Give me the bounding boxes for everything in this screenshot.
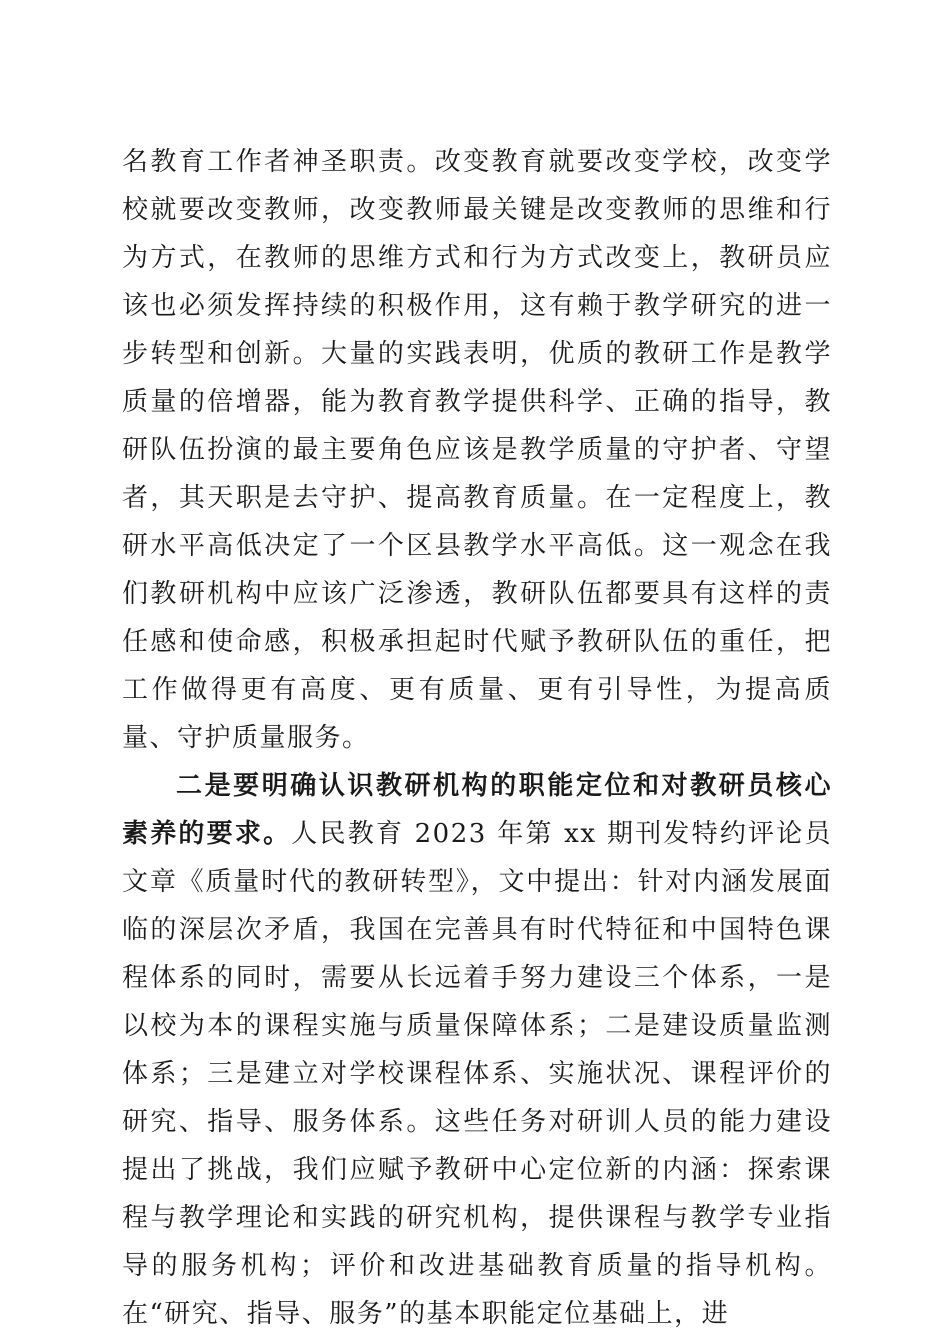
paragraph-heading-bold: 二是要明确认识教研机构的职能定位和对教研员核心素养的要求。 [122,771,832,849]
paragraph-continued: 名教育工作者神圣职责。改变教育就要改变学校，改变学校就要改变教师，改变教师最关键是改变教师的思维和行为方式，在教师的思维方式和行为方式改变上，教研员应该也必须发挥持续的积极作用，这有赖于教学研究的进一步转型和创新。大量的实践表明，优质的教研工作是教学质量的倍增器，能为教育教学提供科学、正确的指导，教研队伍扮演的最主要角色应该是教学质量的守护者、守望者，其天职是去守护、提高教育质量。在一定程度上，教研水平高低决定了一个区县教学水平高低。这一观念在我们教研机构中应该广泛渗透，教研队伍都要具有这样的责任感和使命感，积极承担起时代赋予教研队伍的重任，把工作做得更有高度、更有质量、更有引导性，为提高质量、守护质量服务。 [122,147,832,753]
document-body [122,138,832,1338]
paragraph-section-two [122,762,832,1338]
paragraph-body-text: 人民教育 2023 年第 xx 期刊发特约评论员文章《质量时代的教研转型》，文中提出：针对内涵发展面临的深层次矛盾，我国在完善具有时代特征和中国特色课程体系的同时，需要从长远着手努力建设三个体系，一是以校为本的课程实施与质量保障体系；二是建设质量监测体系；三是建立对学校课程体系、实施状况、课程评价的研究、指导、服务体系。这些任务对研训人员的能力建设提出了挑战，我们应赋予教研中心定位新的内涵：探索课程与教学理论和实践的研究机构，提供课程与教学专业指导的服务机构；评价和改进基础教育质量的指导机构。在“研究、指导、服务”的基本职能定位基础上，进 [122,819,832,1329]
